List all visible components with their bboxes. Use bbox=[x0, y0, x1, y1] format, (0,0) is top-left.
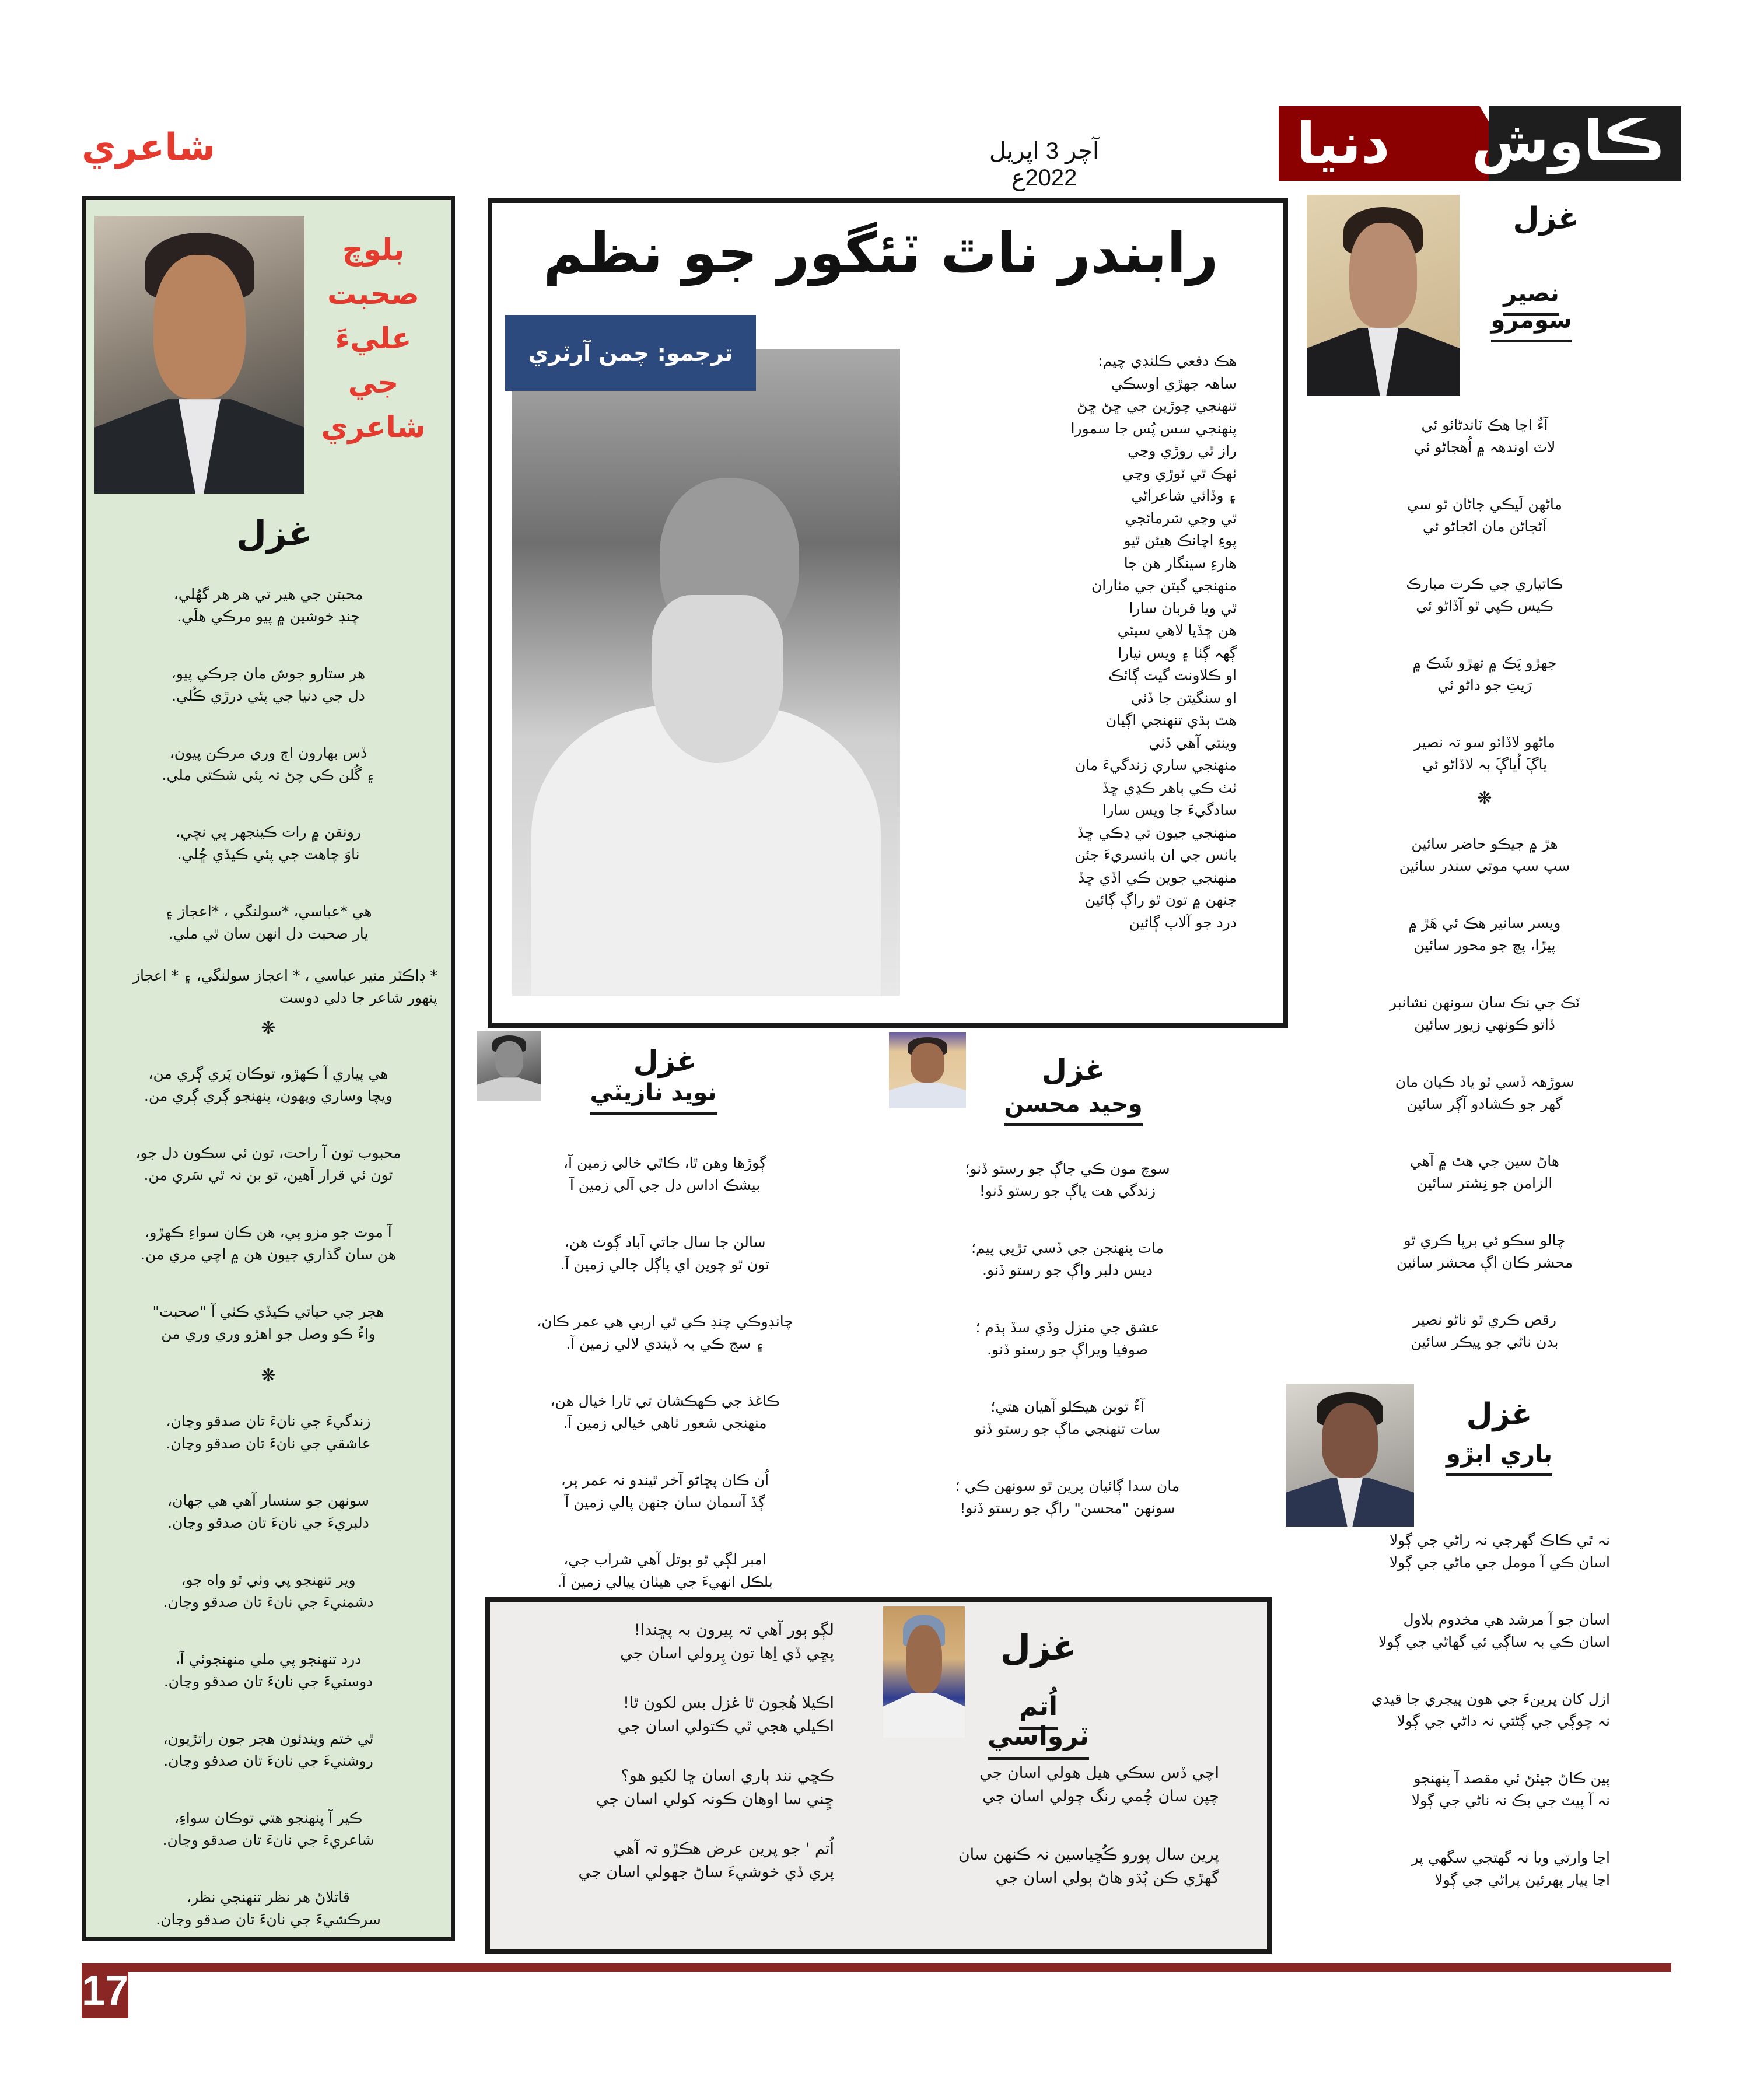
poet-photo-sohbat-ali bbox=[94, 216, 304, 494]
footer-rule bbox=[82, 1964, 1671, 1972]
panel-title: بلوچ صحبت عليءَ جي شاعري bbox=[321, 233, 426, 444]
tagore-poem-text: هڪ دفعي ڪلنڊي چيم: ساهہ جهڙي اوسڪي تنهنجي چوڙين جي ڇڻ ڇڻ پنهنجي سس پُس جا سمورا راز ٿي روڙي وڃي ٺهڪ ٿي ٽوڙي وڃي ۽ وڏائي شاعراڻي ٿي وڃي شرمائجي پوءِ اچانڪ هيئن ٿيو هارءِ سينگار هن جا منهنجي گيتن جي مٺاران ٿي ويا قربان سارا هن ڇڏيا لاهي سيئي ڳهہ ڳٺا ۽ ويس نيارا او ڪلاونت گيت ڳائڪ او سنگيتن جا ڏٺي هٿ ٻڌي تنهنجي اڳيان وينتي آهي ڏٺي منهنجي ساري زندگيءَ مان ٺٺ ڪي ٻاهر ڪڍي ڇڏ سادگيءَ جا ويس سارا منهنجي جيون تي ڍڪي ڇڏ بانس جي ان بانسريءَ جئن منهنجي جوين ڪي اڏي ڇڏ جنهن ۾ تون ٿو راڳ ڳائين درد جو آلاپ ڳائين bbox=[1070, 352, 1237, 931]
separator-star: ❋ bbox=[1477, 788, 1492, 808]
page-number: 17 bbox=[82, 1964, 128, 2018]
tagore-title: رابندر ناٿ ٽئگور جو نظم bbox=[543, 220, 1219, 286]
poet-name-waheed: وحيد محسن bbox=[1003, 1091, 1143, 1118]
section-title: شاعري bbox=[82, 126, 216, 169]
separator-star: ❋ bbox=[261, 1366, 276, 1386]
masthead-word-kawish: ڪاوش bbox=[1471, 108, 1665, 174]
nasir-poem: آءٌ اڃا هڪ ٽاندڻائو ئي لاٽ اوندهہ ۾ اُهجاڻو ئي ماڻهن لَيڪي جاڻان ٿو سي اَڻجاڻن مان اڻجاڻو ئي ڪاتياري جي ڪرت مبارڪ ڪيس ڪپي ٿو آڏاڻو ئي جهڙو پَڪ ۾ تهڙو شَڪ ۾ رَيتِ جو داڻو ئي ماڻهو لاڏائو سو تہ نصير ياڳَ اُياڳَ بہ لاڏاڻو ئي ❋ هڙ ۾ جيڪو حاضر سائين سپ سپ موتي سندر سائين ويسر سانير هڪ ئي هَڙ ۾ پيڙا، پچ جو محور سائين نَڪ جي نڪ سان سونهن نشانبر ڏاتو ڪونهي زيور سائين سوڙهہ ڏسي ٿو ياد ڪيان مان گهر جو ڪشادو آڳر سائين هاڻ سين جي هٿ ۾ آهي الزامن جو نِشتر سائين چالو سڪو ئي برپا ڪري ٿو محشر ڪان اڳ محشر سائين رقص ڪري ٿو ناڻو نصير بدن ناڻي جو پيڪر سائين bbox=[1353, 414, 1616, 1388]
poet-name-bari: باري ابڙو bbox=[1435, 1441, 1563, 1468]
poet-photo-naveed-nazeti bbox=[477, 1031, 541, 1101]
masthead-word-dunya: دنيا bbox=[1296, 111, 1390, 176]
footnote: * ڊاڪٽر منير عباسي ، * اعجاز سولنگي، ۽ * اعجاز پنهور شاعر جا دلي دوست bbox=[132, 967, 438, 1006]
separator-star: ❋ bbox=[261, 1018, 276, 1038]
poet-photo-uttam-trwasi bbox=[883, 1606, 965, 1738]
ghazal-heading-naveed: غزل bbox=[633, 1044, 697, 1078]
bari-poem: نہ ٿي ڪاڪ گهرجي نہ راڻي جي ڳولا اسان ڪي آ مومل جي ماڻي جي ڳولا اسان جو آ مرشد هي مخدوم بلاول اسان ڪي بہ ساڳي ئي گهاڻي جي ڳولا ازل کان پرينءَ جي هون پيجري جا قيدي نہ چوڳي جي ڳڻتي نہ داڻي جي ڳولا پين ڪاڻ جيئڻ ئي مقصد آ پنهنجو نہ آ پيٽ جي بڪ نہ ناڻي جي ڳولا اڃا وارتي ويا نہ گهتجي سگهي پر اڃا پيار پهرئين پراڻي جي ڳولا bbox=[1371, 1532, 1610, 1888]
masthead-logo bbox=[1279, 106, 1681, 181]
ghazal-heading-waheed: غزل bbox=[1041, 1053, 1105, 1087]
waheed-poem: سوچ مون ڪي جاڳ جو رستو ڏنو؛ زندگي هت ياڳ جو رستو ڏنو! مات پنهنجن جي ڏسي تڙپي پيم؛ ديس دلبر واڳ جو رستو ڏنو. عشق جي منزل وڏي سڏ ٻڌم ؛ صوفيا ويراڳ جو رستو ڏنو. آءٌ توبن هيڪلو آهيان هتي؛ سات تنهنجي ماڳ جو رستو ڏنو مان سدا ڳائيان پرين ٿو سونهن ڪي ؛ سونهن "محسن" راڳ جو رستو ڏنو! bbox=[955, 1160, 1180, 1517]
uttam-poem-left: لڳو ٻور آهي تہ پيرون بہ پڇندا! پڇي ڏي اِها تون پِرولي اسان جي اڪيلا هُجون ٿا غزل بس لکون ٿا! اڪيلي هجي ٿي ڪتولي اسان جي ڪڇي نند ٻاري اسان ڇا لکيو هو؟ ڇِني سا اوهان ڪونہ کولي اسان جي اُتم ' جو پرين عرض هڪڙو تہ آهي پري ڏي خوشيءَ ساڻ جهولي اسان جي bbox=[578, 1621, 834, 1881]
poet-photo-bari-abro bbox=[1286, 1384, 1414, 1527]
naveed-poem: ڳوڙها وهن ٿا، ڪاٿي خالي زمين آ، بيشڪ اداس دل جي آلي زمين آ سالن جا سال جاتي آباد ڳوٺ هن، تون ٿو چوين اي پاڳل جالي زمين آ. چانڊوڪي چنڊ ڪي ٿي اربي هي عمر ڪان، ۽ سج ڪي بہ ڏيندي لالي زمين آ. ڪاغذ جي ڪهڪشان تي تارا خيال هن، منهنجي شعور ٺاهي خيالي زمين آ. اُن ڪان پڇاڻو آخر ٿيندو نہ عمر پر، ڳڏ آسمان سان جنهن پالي زمين آ امبر لڳي ٿو بوتل آهي شراب جي، بلڪل انهيءَ جي هيٺان پيالي زمين آ. bbox=[537, 1154, 793, 1590]
left-poem: محبتن جي هير تي هر هر گهُلي، چنڊ خوشين ۾ پيو مرڪي هلَي. هر ستارو جوش مان جرڪي پيو، دل جي دنيا جي پئي درڙي ڪُلي. ڏس بهارون اڄ وري مرڪن پيون، ۽ گُلن ڪي چڻ تہ پئي شڪتي ملي. رونقن ۾ رات ڪينجهر پي نچي، ناوَ چاهت جي پئي ڪيڏي ڇُلي. هي *عباسي، *سولنگي ، *اعجاز ۽ يار صحبت دل انهن سان ٿي ملي. * ڊاڪٽر منير عباسي ، * اعجاز سولنگي، ۽ * اعجاز پنهور شاعر جا دلي دوست ❋ هي پياري آ ڪهڙو، توڪان پَري ڳري من، ويچا وساري ويهون، پنهنجو ڳري ڳري من. محبوب تون آ راحت، تون ئي سڪون دل جو، تون ئي قرار آهين، تو بن نہ ٿي سَري من. آ موت جو مزو پي، هن ڪان سواءِ ڪهڙو، هن سان گذاري جيون هن ۾ اچي مري من. هجر جي حياتي ڪيڏي ڪٺي آ "صحبت" واءُ ڪو وصل جو اهڙو وري وري من ❋ زندگيءَ جي نانءَ تان صدقو وڃان، عاشقي جي نانءَ تان صدقو وڃان. سونهن جو سنسار آهي هي جهان، دلبريءَ جي نانءَ تان صدقو وڃان. وير تنهنجو پي وٺي ٿو واه جو، دشمنيءَ جي نانءَ تان صدقو وڃان. درد تنهنجو پي ملي منهنجوئي آ، دوستيءَ جي نانءَ تان صدقو وڃان. ٿي ختم ويندئون هجر جون راتڙيون، روشنيءَ جي نانءَ تان صدقو وڃان. ڪير آ پنهنجو هتي توڪان سواءِ، شاعريءَ جي نانءَ تان صدقو وڃان. قاتلاڻ هر نظر تنهنجي نظر، سرڪشيءَ جي نانءَ تان صدقو وڃان. bbox=[99, 583, 438, 1966]
ghazal-heading-bari: غزل bbox=[1466, 1397, 1532, 1432]
ghazal-heading-uttam: غزل bbox=[1000, 1628, 1077, 1668]
translator-badge: ترجمو: چمن آرٽري bbox=[505, 315, 756, 391]
poet-name-uttam: اُتم ٽرواسي bbox=[980, 1692, 1097, 1751]
poet-name-naveed: نويد نازيٽي bbox=[566, 1079, 741, 1106]
tagore-portrait bbox=[512, 349, 900, 996]
poet-photo-waheed-mohsin bbox=[889, 1032, 966, 1108]
poet-name-nasir: نصير سومرو bbox=[1470, 280, 1592, 334]
uttam-poem-right: اچي ڏس سڪي هيل هولي اسان جي چپن سان چُمي رنگ چولي اسان جي پرين سال پورو ڪُڇياسين نہ ڪنهن سان گهڙي ڪن ٻُڌو هاڻ ٻولي اسان جي bbox=[958, 1764, 1219, 1887]
issue-date: آچر 3 اپريل 2022ع bbox=[989, 138, 1100, 191]
ghazal-heading-left: غزل bbox=[236, 513, 313, 554]
ghazal-heading-nasir: غزل bbox=[1513, 201, 1579, 236]
poet-photo-nasir-soomro bbox=[1307, 195, 1460, 396]
